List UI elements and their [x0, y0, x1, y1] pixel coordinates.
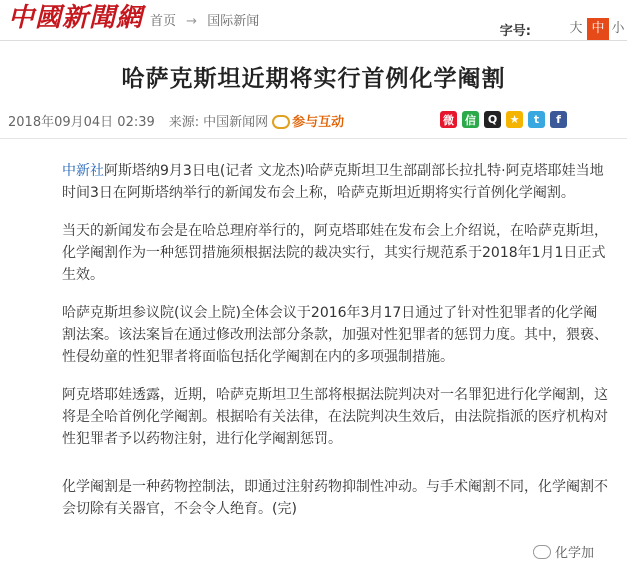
- wechat-icon[interactable]: 信: [462, 111, 479, 128]
- paragraph-1-text: 阿斯塔纳9月3日电(记者 文龙杰)哈萨克斯坦卫生部副部长拉扎特·阿克塔耶娃当地时间3日在阿斯塔纳举行的新闻发布会上称，哈萨克斯坦近期将实行首例化学阉割。: [62, 163, 604, 201]
- font-size-selector: [500, 18, 627, 40]
- watermark: [533, 542, 594, 561]
- comment-bubble-icon: [272, 115, 290, 129]
- top-bar: [0, 0, 627, 39]
- facebook-icon[interactable]: f: [550, 111, 567, 128]
- article-title: 哈萨克斯坦近期将实行首例化学阉割: [121, 66, 506, 92]
- breadcrumb-separator: →: [186, 14, 198, 29]
- paragraph-3: 哈萨克斯坦参议院(议会上院)全体会议于2016年3月17日通过了针对性犯罪者的化学阉割法案。该法案旨在通过修改刑法部分条款，加强对性犯罪者的惩罚力度。其中，猥亵、性侵幼童的性犯罪者将面临包括化学阉割在内的多项强制措施。: [62, 305, 608, 365]
- site-logo[interactable]: 中國新聞網: [8, 3, 144, 33]
- publish-date: 2018年09月04日 02:39: [8, 115, 155, 130]
- source-name: 中国新闻网: [203, 115, 269, 130]
- header-divider: [0, 40, 627, 41]
- weibo-icon[interactable]: 微: [440, 111, 457, 128]
- article-meta: [8, 111, 344, 130]
- paragraph-4: 阿克塔耶娃透露，近期，哈萨克斯坦卫生部将根据法院判决对一名罪犯进行化学阉割，这将是全哈首例化学阉割。根据哈有关法律，在法院判决生效后，由法院指派的医疗机构对性犯罪者予以药物注射，进行化学阉割惩罚。: [62, 387, 608, 447]
- qzone-icon[interactable]: ★: [506, 111, 523, 128]
- paragraph-2: 当天的新闻发布会是在哈总理府举行的，阿克塔耶娃在发布会上介绍说，在哈萨克斯坦，化学阉割作为一种惩罚措施须根据法院的裁决实行，其实行规范系于2018年1月1日正式生效。: [62, 223, 608, 283]
- paragraph-1: [62, 160, 610, 204]
- paragraph-gap: [62, 466, 610, 476]
- source-label: 来源:: [168, 115, 200, 130]
- twitter-icon[interactable]: t: [528, 111, 545, 128]
- interact-link[interactable]: 参与互动: [292, 115, 345, 130]
- breadcrumb-home[interactable]: 首页: [150, 14, 177, 29]
- wechat-bubble-icon: [533, 545, 551, 559]
- article-body: [62, 160, 610, 536]
- font-size-small-button[interactable]: 小: [611, 21, 625, 36]
- breadcrumb-international-news[interactable]: 国际新闻: [207, 14, 260, 29]
- meta-divider: [0, 138, 627, 139]
- paragraph-5: 化学阉割是一种药物控制法，即通过注射药物抑制性冲动。与手术阉割不同，化学阉割不会切除有关器官，不会令人绝育。(完): [62, 479, 608, 517]
- font-size-large-button[interactable]: 大: [569, 21, 583, 36]
- font-size-medium-button[interactable]: 中: [587, 18, 609, 40]
- qq-icon[interactable]: Q: [484, 111, 501, 128]
- agency-link[interactable]: 中新社: [62, 163, 104, 179]
- watermark-text: 化学加: [555, 546, 595, 561]
- share-bar: [440, 111, 567, 128]
- font-size-label: 字号:: [499, 23, 531, 39]
- breadcrumb: [150, 10, 265, 29]
